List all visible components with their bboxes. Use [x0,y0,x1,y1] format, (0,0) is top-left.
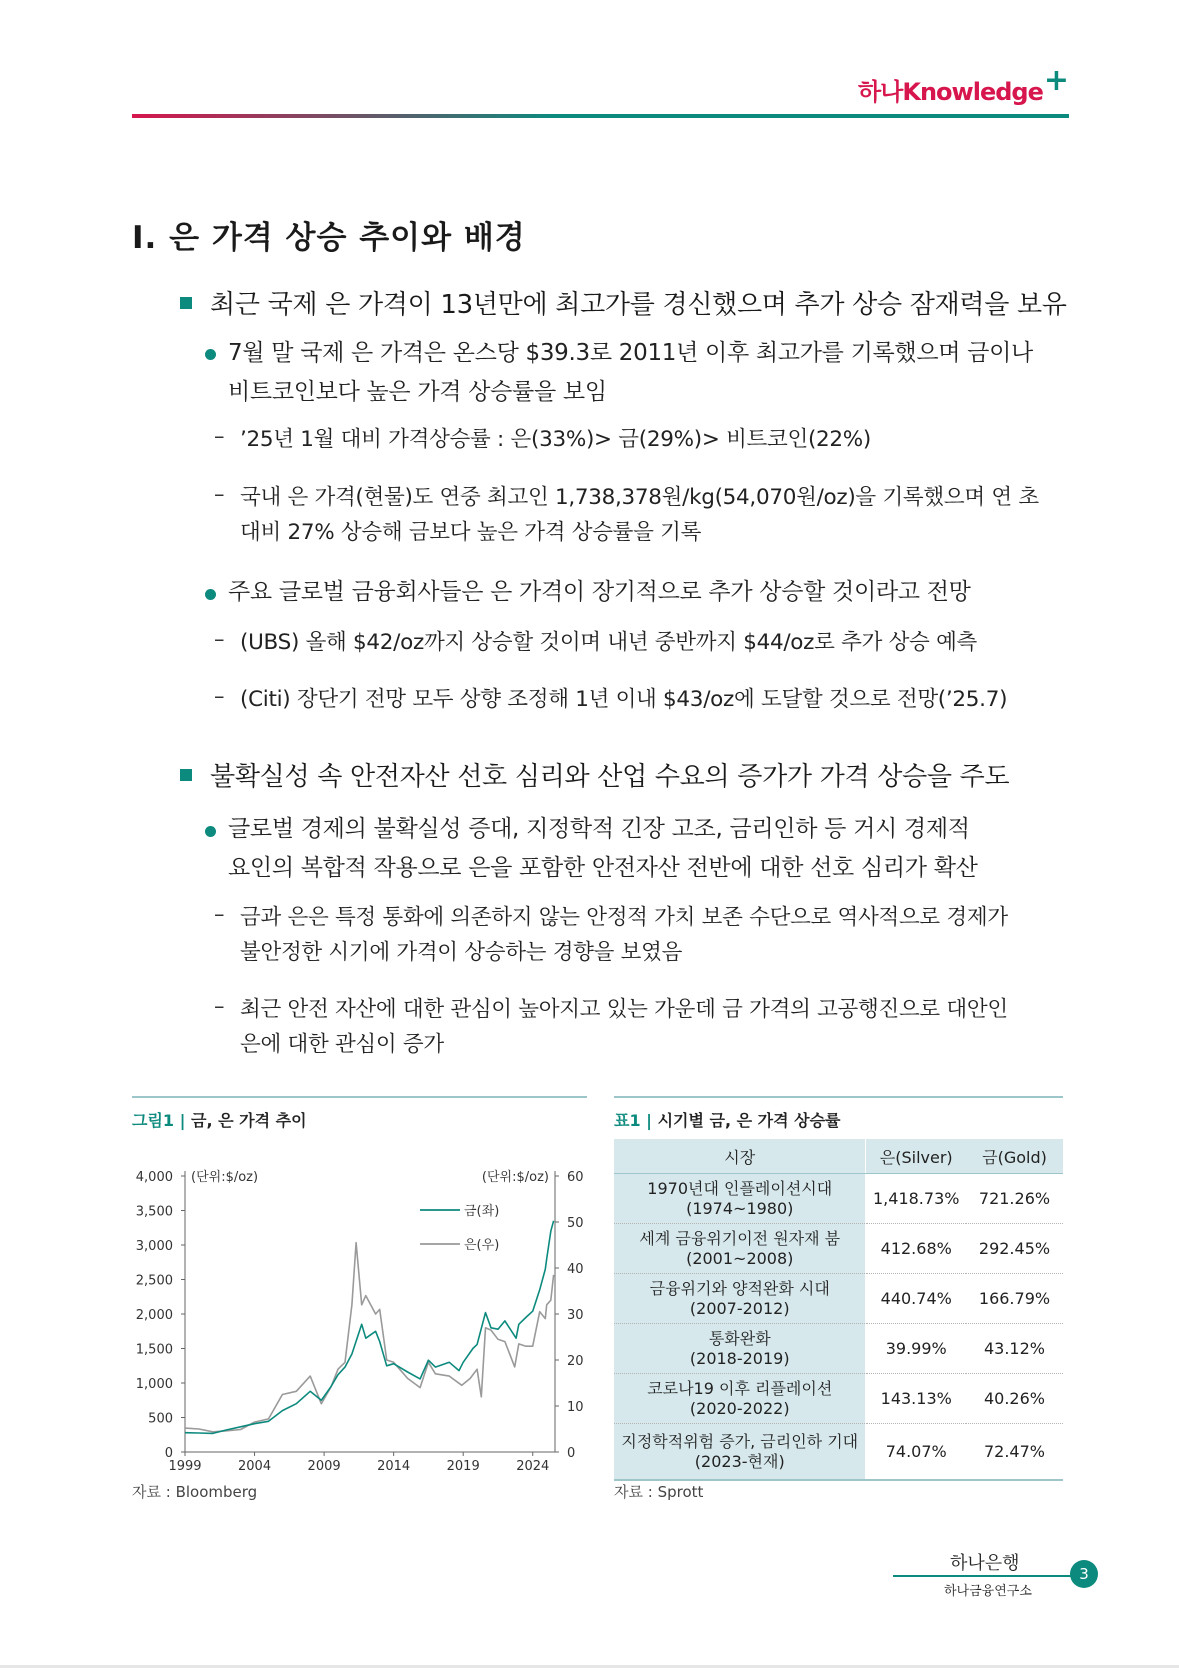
left-tick-label: 3,500 [135,1204,173,1220]
period-name: 1970년대 인플레이션시대 [647,1178,833,1198]
period-years: (1974~1980) [686,1198,794,1218]
silver-return: 74.07% [866,1424,966,1481]
table-caption [614,1108,841,1131]
bullet-text: 비트코인보다 높은 가격 상승률을 보임 [228,379,607,405]
left-unit-label: (단위:$/oz) [191,1170,259,1185]
section-heading: 최근 국제 은 가격이 13년만에 최고가를 경신했으며 추가 상승 잠재력을 보유 [210,290,1067,320]
left-tick-label: 0 [164,1446,173,1461]
gold-return: 292.45% [966,1224,1063,1274]
period-cell [614,1174,866,1224]
right-tick-label: 50 [567,1216,584,1231]
period-name: 코로나19 이후 리플레이션 [647,1378,833,1398]
x-tick-label: 2014 [377,1459,411,1474]
period-cell [614,1424,866,1481]
sub-bullet-text: 국내 은 가격(현물)도 연중 최고인 1,738,378원/kg(54,070원/oz)을 기록했으며 연 초 [240,485,1039,510]
period-name: 세계 금융위기이전 원자재 붐 [639,1228,841,1248]
left-tick-label: 2,500 [135,1273,173,1289]
period-cell [614,1274,866,1324]
right-tick-label: 0 [567,1446,576,1461]
section-title: I. 은 가격 상승 추이와 배경 [132,220,526,256]
brand-knowledge: Knowledge [902,78,1043,106]
right-tick-label: 30 [567,1308,584,1323]
right-unit-label: (단위:$/oz) [481,1170,549,1185]
bullet-text: 글로벌 경제의 불확실성 증대, 지정학적 긴장 고조, 금리인하 등 거시 경제적 [228,816,970,842]
table-row [614,1274,1063,1324]
right-tick-label: 40 [567,1262,584,1277]
period-name: 금융위기와 양적완화 시대 [649,1278,830,1298]
x-tick-label: 2024 [516,1459,550,1474]
page-number: 3 [1070,1560,1098,1588]
section-bullet-square-icon [180,769,192,781]
period-years: (2001~2008) [686,1248,794,1268]
table-source: 자료 : Sprott [614,1483,704,1501]
silver-return: 39.99% [866,1324,966,1374]
sub-bullet-text: 금과 은은 특정 통화에 의존하지 않는 안정적 가치 보존 수단으로 역사적으로 경제가 [240,905,1008,930]
legend-label: 금(좌) [464,1204,500,1219]
figure-caption-rule [132,1096,587,1098]
period-years: (2020-2022) [689,1398,790,1418]
header-period: 시장 [614,1139,866,1174]
table-title: 시기별 금, 은 가격 상승률 [657,1111,841,1130]
left-tick-label: 4,000 [135,1170,173,1185]
left-tick-label: 1,000 [135,1377,173,1392]
sub-bullet-text: 최근 안전 자산에 대한 관심이 높아지고 있는 가운데 금 가격의 고공행진으로 대안인 [240,997,1008,1022]
right-tick-label: 10 [567,1400,584,1415]
footer-institute: 하나금융연구소 [944,1584,1032,1599]
gold-return: 43.12% [966,1324,1063,1374]
left-tick-label: 3,000 [135,1239,173,1254]
table-header-row [614,1139,1063,1174]
bullet-text: 7월 말 국제 은 가격은 온스당 $39.3로 2011년 이후 최고가를 기록했으며 금이나 [228,340,1033,366]
dash-marker: – [214,627,225,651]
sub-bullet-text: ’25년 1월 대비 가격상승률 : 은(33%)> 금(29%)> 비트코인(22%) [240,427,872,452]
dash-marker: – [214,684,225,708]
right-tick-label: 60 [567,1170,584,1185]
period-name: 통화완화 [708,1328,771,1348]
brand-logo [858,63,1068,108]
sub-bullet-text: 은에 대한 관심이 증가 [240,1032,444,1057]
left-tick-label: 500 [148,1411,173,1427]
silver-return: 412.68% [866,1224,966,1274]
sub-bullet-text: (Citi) 장단기 전망 모두 상향 조정해 1년 이내 $43/oz에 도달할 것으로 전망(’25.7) [240,687,1008,712]
caption-separator: | [646,1111,658,1130]
bullet-dot-icon [205,826,216,837]
table-row [614,1324,1063,1374]
bullet-text: 요인의 복합적 작용으로 은을 포함한 안전자산 전반에 대한 선호 심리가 확산 [228,855,978,881]
silver-price-line [185,1243,554,1432]
table-row [614,1374,1063,1424]
table-row [614,1174,1063,1224]
dash-marker: – [214,482,225,506]
period-name: 지정학적위험 증가, 금리인하 기대 [621,1431,859,1451]
page-bottom-rule [0,1665,1179,1668]
brand-plus-icon: + [1043,63,1068,98]
gold-return: 166.79% [966,1274,1063,1324]
bullet-dot-icon [205,349,216,360]
period-years: (2023-현재) [694,1451,785,1471]
table-row [614,1224,1063,1274]
sub-bullet-text: (UBS) 올해 $42/oz까지 상승할 것이며 내년 중반까지 $44/oz로 추가 상승 예측 [240,630,978,655]
dash-marker: – [214,994,225,1018]
gold-return: 40.26% [966,1374,1063,1424]
price-chart [130,1154,590,1474]
table-caption-rule [614,1096,1063,1098]
x-tick-label: 2004 [238,1459,272,1474]
gold-return: 721.26% [966,1174,1063,1224]
table-label: 표1 [614,1111,641,1130]
x-tick-label: 2019 [446,1459,480,1474]
bullet-text: 주요 글로벌 금융회사들은 은 가격이 장기적으로 추가 상승할 것이라고 전망 [228,579,971,605]
period-years: (2007-2012) [689,1298,790,1318]
sub-bullet-text: 불안정한 시기에 가격이 상승하는 경향을 보였음 [240,940,683,965]
left-tick-label: 1,500 [135,1342,173,1358]
header-gold: 금(Gold) [966,1139,1063,1174]
right-tick-label: 20 [567,1354,584,1369]
section-bullet-square-icon [180,297,192,309]
period-cell [614,1374,866,1424]
dash-marker: – [214,424,225,448]
sub-bullet-text: 대비 27% 상승해 금보다 높은 가격 상승률을 기록 [240,520,702,545]
bullet-dot-icon [205,589,216,600]
header-divider [132,114,1069,118]
silver-return: 143.13% [866,1374,966,1424]
period-cell [614,1224,866,1274]
period-years: (2018-2019) [689,1348,790,1368]
silver-return: 1,418.73% [866,1174,966,1224]
caption-separator: | [179,1111,192,1130]
figure-title: 금, 은 가격 추이 [191,1111,307,1130]
figure-label: 그림1 [132,1111,175,1130]
legend-label: 은(우) [464,1238,500,1253]
gold-return: 72.47% [966,1424,1063,1481]
left-tick-label: 2,000 [135,1308,173,1323]
period-cell [614,1324,866,1374]
footer-bank-name: 하나은행 [950,1553,1020,1574]
table-row [614,1424,1063,1481]
section-heading: 불확실성 속 안전자산 선호 심리와 산업 수요의 증가가 가격 상승을 주도 [210,762,1010,792]
brand-hana: 하나 [858,78,903,106]
header-silver: 은(Silver) [866,1139,966,1174]
footer-divider [893,1575,1073,1577]
x-tick-label: 1999 [168,1459,202,1474]
silver-return: 440.74% [866,1274,966,1324]
figure-source: 자료 : Bloomberg [132,1483,258,1501]
figure-caption [132,1108,307,1131]
return-table [614,1139,1063,1481]
dash-marker: – [214,902,225,926]
x-tick-label: 2009 [307,1459,341,1474]
